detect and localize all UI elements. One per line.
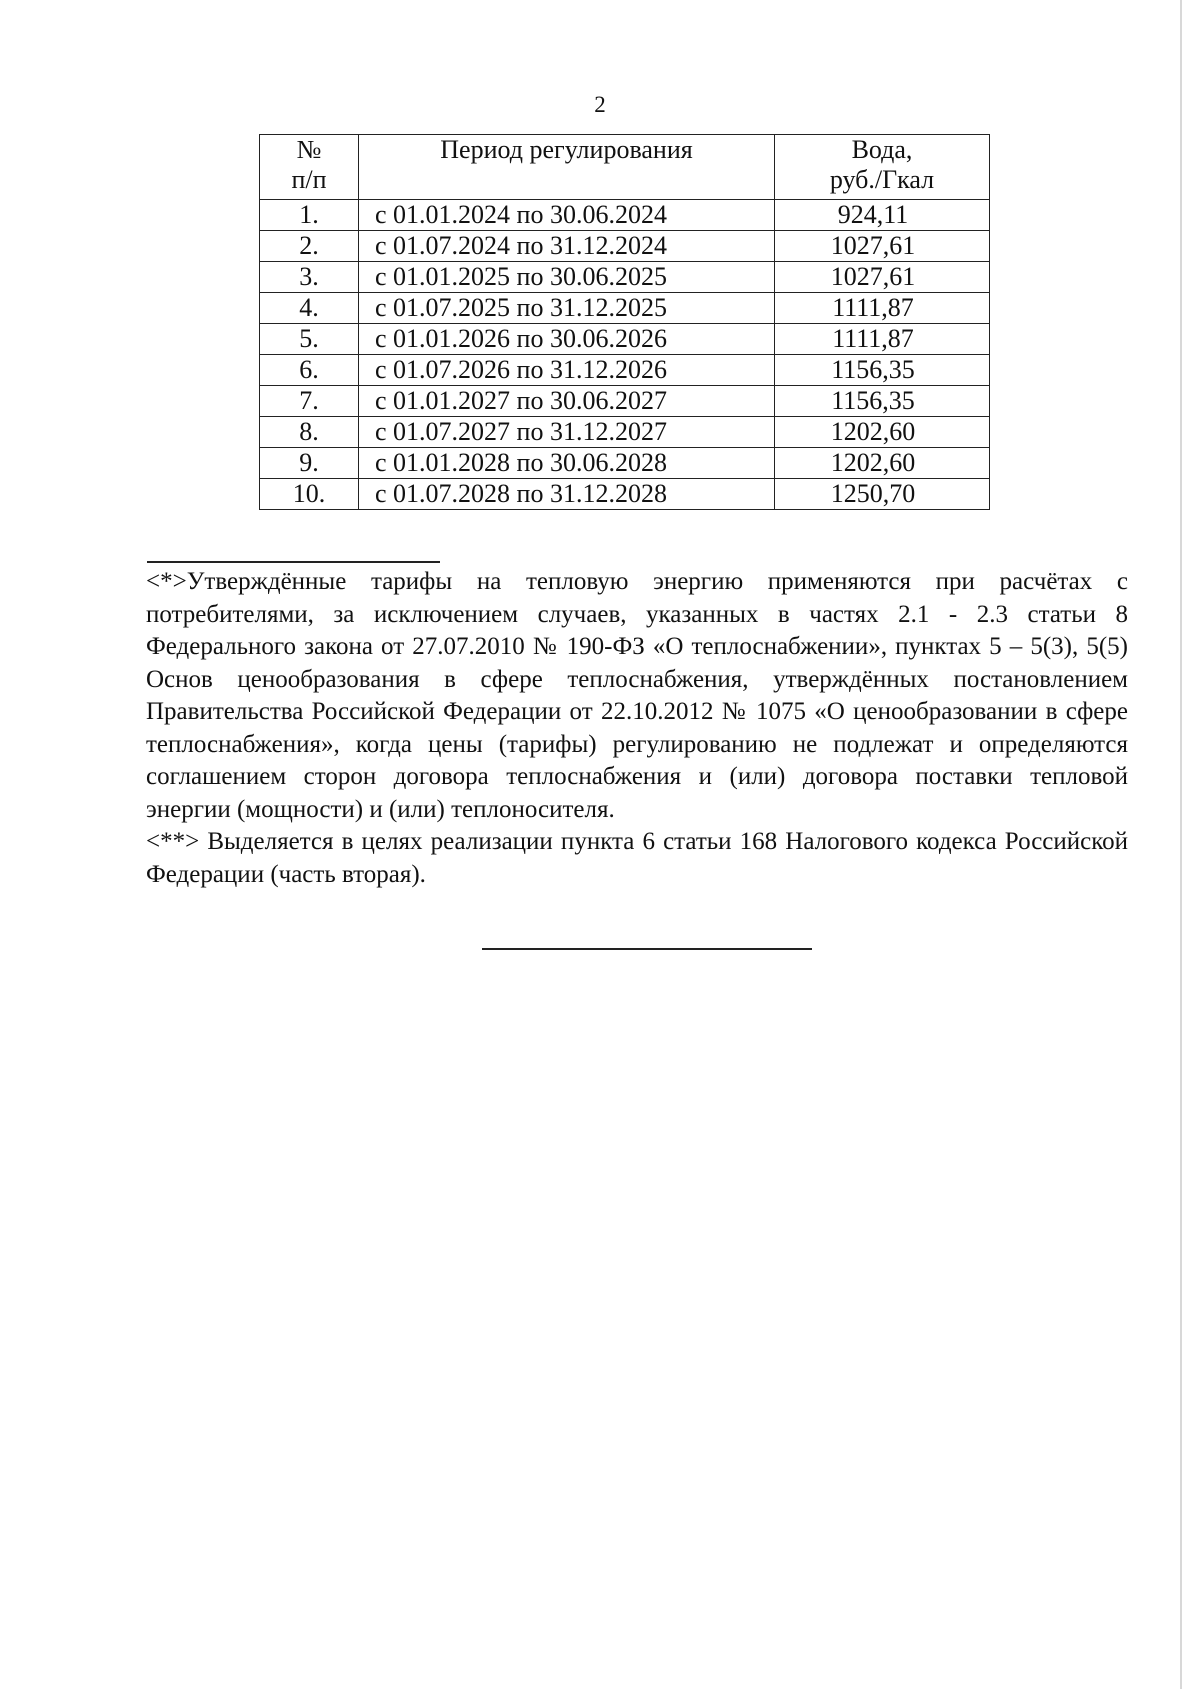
row-period: с 01.01.2027 по 30.06.2027 xyxy=(359,386,775,417)
row-value: 1111,87 xyxy=(775,324,990,355)
footnote-1: <*>Утверждённые тарифы на тепловую энергию применяются при расчётах с потребителями, за исключением случаев, указанных в частях 2.1 - 2.3 статьи 8 Федерального закона от 27.07.2010 № 190-ФЗ «О теплоснабжении», пунктах 5 – 5(3), 5(5) Основ ценообразования в сфере теплоснабжения, утверждённых постановлением Правительства Российской Федерации от 22.10.2012 № 1075 «О ценообразовании в сфере теплоснабжения», когда цены (тарифы) регулированию не подлежат и определяются соглашением сторон договора теплоснабжения и (или) договора поставки тепловой энергии (мощности) и (или) теплоносителя. xyxy=(146,568,1128,823)
end-of-document-line xyxy=(482,948,812,950)
tariff-table xyxy=(259,134,990,510)
row-period: с 01.07.2027 по 31.12.2027 xyxy=(359,417,775,448)
row-number: 10. xyxy=(260,479,359,510)
table-header-row xyxy=(260,135,990,200)
row-value: 924,11 xyxy=(775,200,990,231)
table-row xyxy=(260,479,990,510)
row-period: с 01.01.2026 по 30.06.2026 xyxy=(359,324,775,355)
row-value: 1202,60 xyxy=(775,417,990,448)
row-period: с 01.07.2024 по 31.12.2024 xyxy=(359,231,775,262)
row-number: 6. xyxy=(260,355,359,386)
row-number: 2. xyxy=(260,231,359,262)
row-value: 1250,70 xyxy=(775,479,990,510)
row-number: 9. xyxy=(260,448,359,479)
table-row xyxy=(260,200,990,231)
table-row xyxy=(260,417,990,448)
table-row xyxy=(260,262,990,293)
table-row xyxy=(260,386,990,417)
row-number: 7. xyxy=(260,386,359,417)
table-row xyxy=(260,448,990,479)
row-number: 8. xyxy=(260,417,359,448)
row-period: с 01.01.2028 по 30.06.2028 xyxy=(359,448,775,479)
table-row xyxy=(260,231,990,262)
row-number: 4. xyxy=(260,293,359,324)
row-value: 1156,35 xyxy=(775,386,990,417)
header-number: № п/п xyxy=(260,135,359,200)
footnote-separator xyxy=(147,561,440,563)
row-number: 5. xyxy=(260,324,359,355)
row-value: 1027,61 xyxy=(775,231,990,262)
footnotes xyxy=(146,566,1128,891)
footnote-2: <**> Выделяется в целях реализации пункта 6 статьи 168 Налогового кодекса Российской Федерации (часть вторая). xyxy=(146,828,1128,888)
row-period: с 01.07.2028 по 31.12.2028 xyxy=(359,479,775,510)
row-period: с 01.01.2024 по 30.06.2024 xyxy=(359,200,775,231)
row-value: 1111,87 xyxy=(775,293,990,324)
row-value: 1156,35 xyxy=(775,355,990,386)
row-number: 3. xyxy=(260,262,359,293)
table-row xyxy=(260,293,990,324)
page-number: 2 xyxy=(594,92,606,117)
header-period: Период регулирования xyxy=(359,135,775,200)
header-water: Вода, руб./Гкал xyxy=(775,135,990,200)
row-number: 1. xyxy=(260,200,359,231)
row-period: с 01.07.2025 по 31.12.2025 xyxy=(359,293,775,324)
row-period: с 01.01.2025 по 30.06.2025 xyxy=(359,262,775,293)
row-period: с 01.07.2026 по 31.12.2026 xyxy=(359,355,775,386)
row-value: 1027,61 xyxy=(775,262,990,293)
table-row xyxy=(260,324,990,355)
row-value: 1202,60 xyxy=(775,448,990,479)
page-edge-line xyxy=(1180,0,1182,1689)
table-row xyxy=(260,355,990,386)
